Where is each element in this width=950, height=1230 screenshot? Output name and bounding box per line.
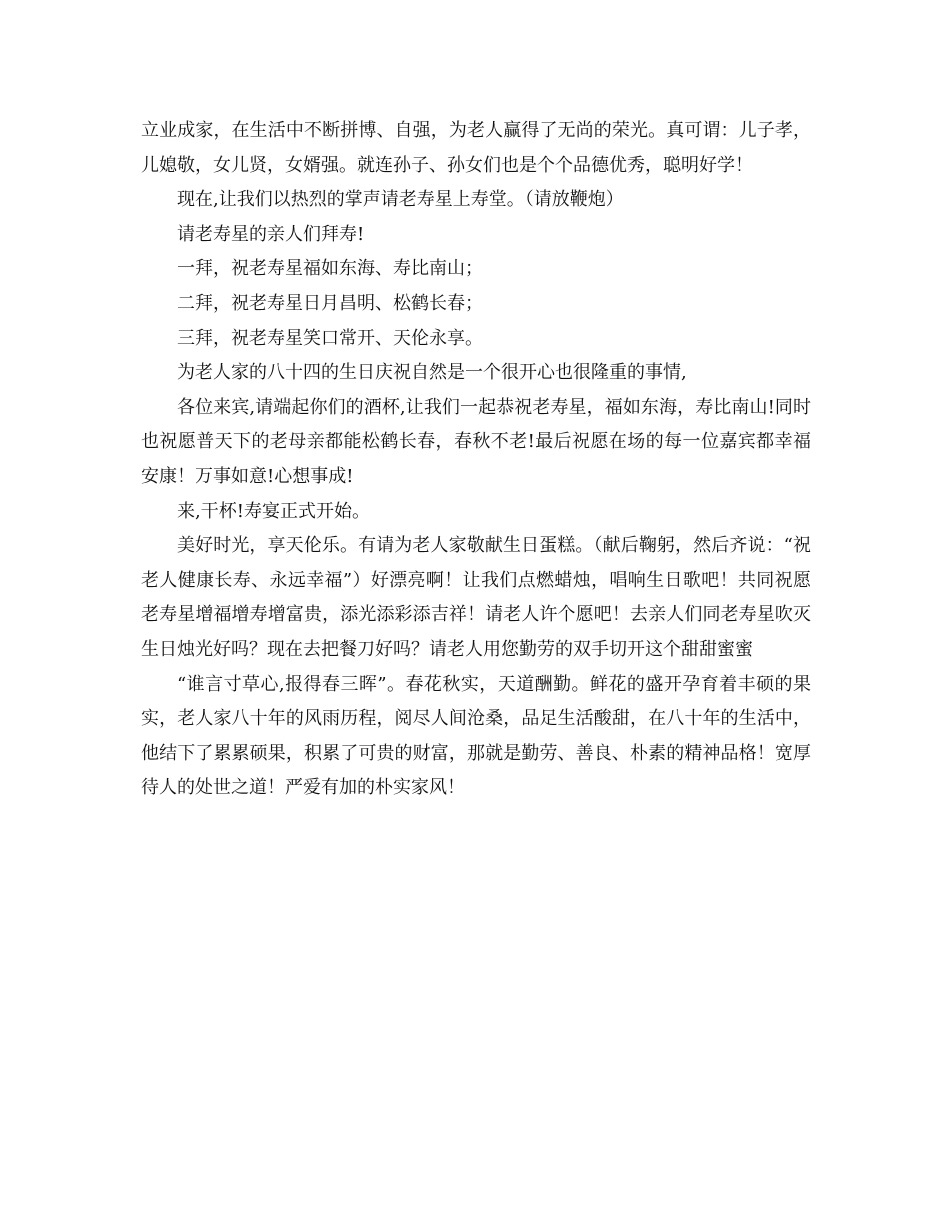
paragraph-closing: “谁言寸草心,报得春三晖”。春花秋实，天道酬勤。鲜花的盛开孕育着丰硕的果实，老人家八十年的风雨历程，阅尽人间沧桑，品足生活酸甜，在八十年的生活中，他结下了累累硕果，积累了可贵的财富，那就是勤劳、善良、朴素的精神品格！宽厚待人的处世之道！严爱有加的朴实家风！: [141, 673, 811, 799]
paragraph-cheers: 来,干杯!寿宴正式开始。: [177, 500, 370, 522]
paragraph-cake: 美好时光，享天伦乐。有请为老人家敬献生日蛋糕。（献后鞠躬，然后齐说：“祝老人健康长寿、永远幸福”）好漂亮啊！让我们点燃蜡烛，唱响生日歌吧！共同祝愿老寿星增福增寿增富贵，添光添彩添吉祥！请老人许个愿吧！去亲人们同老寿星吹灭生日烛光好吗？现在去把餐刀好吗？请老人用您勤劳的双手切开这个甜甜蜜蜜: [141, 535, 811, 660]
paragraph-toast-guests: 各位来宾,请端起你们的酒杯,让我们一起恭祝老寿星，福如东海，寿比南山!同时也祝愿普天下的老母亲都能松鹤长春，春秋不老!最后祝愿在场的每一位嘉宾都幸福安康！万事如意!心想事成!: [141, 396, 811, 487]
paragraph-second-bow: 二拜，祝老寿星日月昌明、松鹤长春；: [177, 292, 483, 314]
document-body: [141, 114, 811, 806]
paragraph-third-bow: 三拜，祝老寿星笑口常开、天伦永享。: [177, 327, 483, 349]
paragraph-invite-applause: 现在,让我们以热烈的掌声请老寿星上寿堂。（请放鞭炮）: [177, 189, 624, 211]
paragraph-family-bow: 请老寿星的亲人们拜寿!: [177, 223, 365, 245]
paragraph-birthday-celebration: 为老人家的八十四的生日庆祝自然是一个很开心也很隆重的事情,: [177, 362, 687, 384]
paragraph-intro: 立业成家，在生活中不断拼博、自强，为老人赢得了无尚的荣光。真可谓：儿子孝，儿媳敬，女儿贤，女婿强。就连孙子、孙女们也是个个品德优秀，聪明好学！: [141, 120, 811, 176]
paragraph-first-bow: 一拜，祝老寿星福如东海、寿比南山；: [177, 258, 483, 280]
